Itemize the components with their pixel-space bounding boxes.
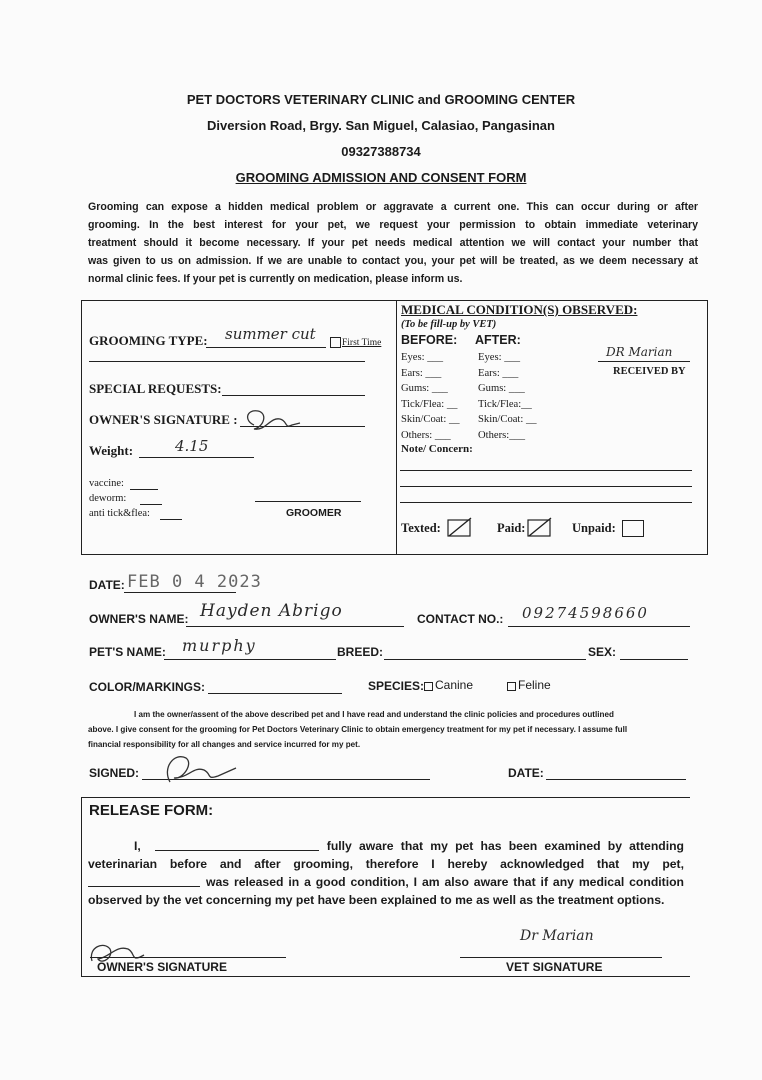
canine-checkbox[interactable] — [424, 682, 433, 691]
vet-signature-line[interactable] — [460, 957, 662, 958]
weight-value[interactable]: 4.15 — [175, 437, 209, 455]
sex-line[interactable] — [620, 659, 688, 660]
breed-label: BREED: — [337, 645, 384, 659]
before-list — [401, 350, 460, 444]
medical-title: MEDICAL CONDITION(S) OBSERVED: — [401, 302, 638, 317]
vaccine-label: vaccine: — [89, 478, 124, 489]
owner-signature-scribble — [240, 405, 302, 435]
unpaid-label: Unpaid: — [572, 521, 616, 535]
medical-subtitle: (To be fill-up by VET) — [401, 319, 497, 330]
pet-name-label: PET'S NAME: — [89, 645, 166, 659]
paid-label: Paid: — [497, 521, 526, 535]
owner-name-value[interactable]: Hayden Abrigo — [200, 601, 343, 621]
before-item: Gums: ___ — [401, 383, 448, 395]
clinic-phone: 09327388734 — [341, 144, 421, 159]
release-paragraph — [88, 837, 684, 909]
contact-value[interactable]: 09274598660 — [522, 604, 649, 622]
form-title: GROOMING ADMISSION AND CONSENT FORM — [235, 170, 527, 185]
owner-signature-label: OWNER'S SIGNATURE : — [89, 412, 238, 427]
box-divider — [396, 300, 397, 555]
after-item: Others:___ — [478, 429, 526, 441]
release-line-1: I, fully aware that my pet has been examined by attending — [134, 839, 684, 853]
release-pet-blank[interactable] — [88, 873, 200, 887]
intro-line: was given to us on admission. If we are unable to contact you, your pet will be treated, as we deem necessary at — [88, 255, 698, 267]
before-item: Ears: ___ — [401, 367, 442, 379]
first-time-checkbox[interactable] — [330, 337, 341, 348]
first-time-label: First Time — [342, 338, 382, 348]
before-item: Skin/Coat: __ — [401, 414, 460, 426]
date-line — [124, 592, 236, 593]
received-by-value[interactable]: DR Marian — [606, 345, 673, 359]
after-item: Eyes: ___ — [478, 352, 521, 363]
consent-paragraph — [88, 707, 694, 752]
owner-name-label: OWNER'S NAME: — [89, 612, 189, 626]
received-by-label: RECEIVED BY — [613, 366, 686, 377]
note-line-3[interactable] — [400, 502, 692, 503]
antitick-label: anti tick&flea: — [89, 508, 150, 519]
note-line-2[interactable] — [400, 486, 692, 487]
intro-line: Grooming can expose a hidden medical problem or aggravate a current one. This can occur during or after — [88, 201, 698, 213]
texted-label: Texted: — [401, 521, 441, 535]
clinic-address: Diversion Road, Brgy. San Miguel, Calasiao, Pangasinan — [207, 118, 555, 133]
species-label: SPECIES: — [368, 679, 425, 693]
color-label: COLOR/MARKINGS: — [89, 680, 205, 694]
unpaid-checkbox[interactable] — [622, 520, 644, 537]
after-item: Ears: ___ — [478, 367, 519, 379]
after-label: AFTER: — [475, 333, 521, 347]
before-label: BEFORE: — [401, 333, 458, 347]
intro-line: grooming. In the best interest for your pet, we request your permission to obtain immediate veterinary — [88, 219, 698, 231]
special-requests-label: SPECIAL REQUESTS: — [89, 381, 222, 396]
weight-label: Weight: — [89, 443, 134, 458]
before-item: Others: ___ — [401, 429, 451, 441]
before-item: Tick/Flea: __ — [401, 398, 458, 410]
release-title: RELEASE FORM: — [89, 802, 214, 819]
contact-label: CONTACT NO.: — [417, 612, 504, 626]
canine-label: Canine — [435, 678, 474, 692]
intro-line: normal clinic fees. If your pet is currently on medication, please inform us. — [88, 273, 463, 285]
received-by-line — [598, 361, 690, 362]
consent-line: I am the owner/assent of the above described pet and I have read and understand the clinic policies and procedures outlined — [134, 710, 614, 719]
vet-signature-label: VET SIGNATURE — [506, 960, 603, 974]
after-item: Tick/Flea:__ — [478, 398, 532, 410]
release-owner-signature-line[interactable] — [90, 957, 286, 958]
deworm-line[interactable] — [140, 504, 162, 505]
clinic-name: PET DOCTORS VETERINARY CLINIC and GROOMING CENTER — [186, 92, 576, 107]
contact-line — [508, 626, 690, 627]
pet-name-line — [164, 659, 336, 660]
date-stamp: FEB 0 4 2023 — [127, 572, 262, 592]
signed-label: SIGNED: — [89, 766, 140, 780]
intro-line: treatment should it become necessary. If your pet needs medical attention we will contact your number that — [88, 237, 698, 249]
feline-checkbox[interactable] — [507, 682, 516, 691]
weight-line — [139, 457, 254, 458]
owner-name-line — [186, 626, 404, 627]
consent-line: above. I give consent for the grooming for Pet Doctors Veterinary Clinic to obtain emergency treatment for my pet if necessary. I assume full — [88, 725, 628, 734]
groomer-line[interactable] — [255, 501, 361, 502]
after-list — [478, 350, 537, 444]
deworm-label: deworm: — [89, 493, 127, 504]
vaccine-line[interactable] — [130, 489, 158, 490]
signed-date-line[interactable] — [546, 779, 686, 780]
release-line-2: veterinarian before and after grooming, therefore I hereby acknowledged that my pet, — [88, 857, 684, 871]
grooming-type-label: GROOMING TYPE: — [89, 333, 208, 348]
release-line-3: was released in a good condition, I am also aware that if any medical condition — [88, 873, 684, 891]
after-item: Skin/Coat: __ — [478, 414, 537, 426]
grooming-type-line-2 — [89, 361, 365, 362]
grooming-type-value[interactable]: summer cut — [225, 325, 316, 343]
after-item: Gums: ___ — [478, 383, 525, 395]
groomer-label: GROOMER — [286, 507, 342, 519]
antitick-line[interactable] — [160, 519, 182, 520]
release-owner-blank[interactable] — [155, 837, 319, 851]
signed-signature-scribble — [160, 748, 240, 786]
sex-label: SEX: — [588, 645, 617, 659]
intro-paragraph — [88, 198, 698, 288]
paid-checkbox[interactable] — [527, 516, 553, 538]
pet-name-value[interactable]: murphy — [182, 636, 257, 655]
date-label: DATE: — [89, 578, 125, 592]
release-owner-signature-label: OWNER'S SIGNATURE — [97, 960, 227, 974]
special-requests-line[interactable] — [222, 395, 365, 396]
signed-date-label: DATE: — [508, 766, 544, 780]
note-label: Note/ Concern: — [401, 443, 473, 455]
note-line-1[interactable] — [400, 470, 692, 471]
before-item: Eyes: ___ — [401, 352, 444, 363]
texted-checkbox[interactable] — [447, 516, 473, 538]
consent-line: financial responsibility for all changes and service incurred for my pet. — [88, 740, 361, 749]
breed-line[interactable] — [384, 659, 586, 660]
color-line[interactable] — [208, 693, 342, 694]
feline-label: Feline — [518, 678, 551, 692]
release-line-4: observed by the vet concerning my pet have been explained to me as well as the treatment options. — [88, 893, 665, 907]
grooming-type-line — [206, 347, 326, 348]
vet-signature-value[interactable]: Dr Marian — [520, 928, 594, 944]
